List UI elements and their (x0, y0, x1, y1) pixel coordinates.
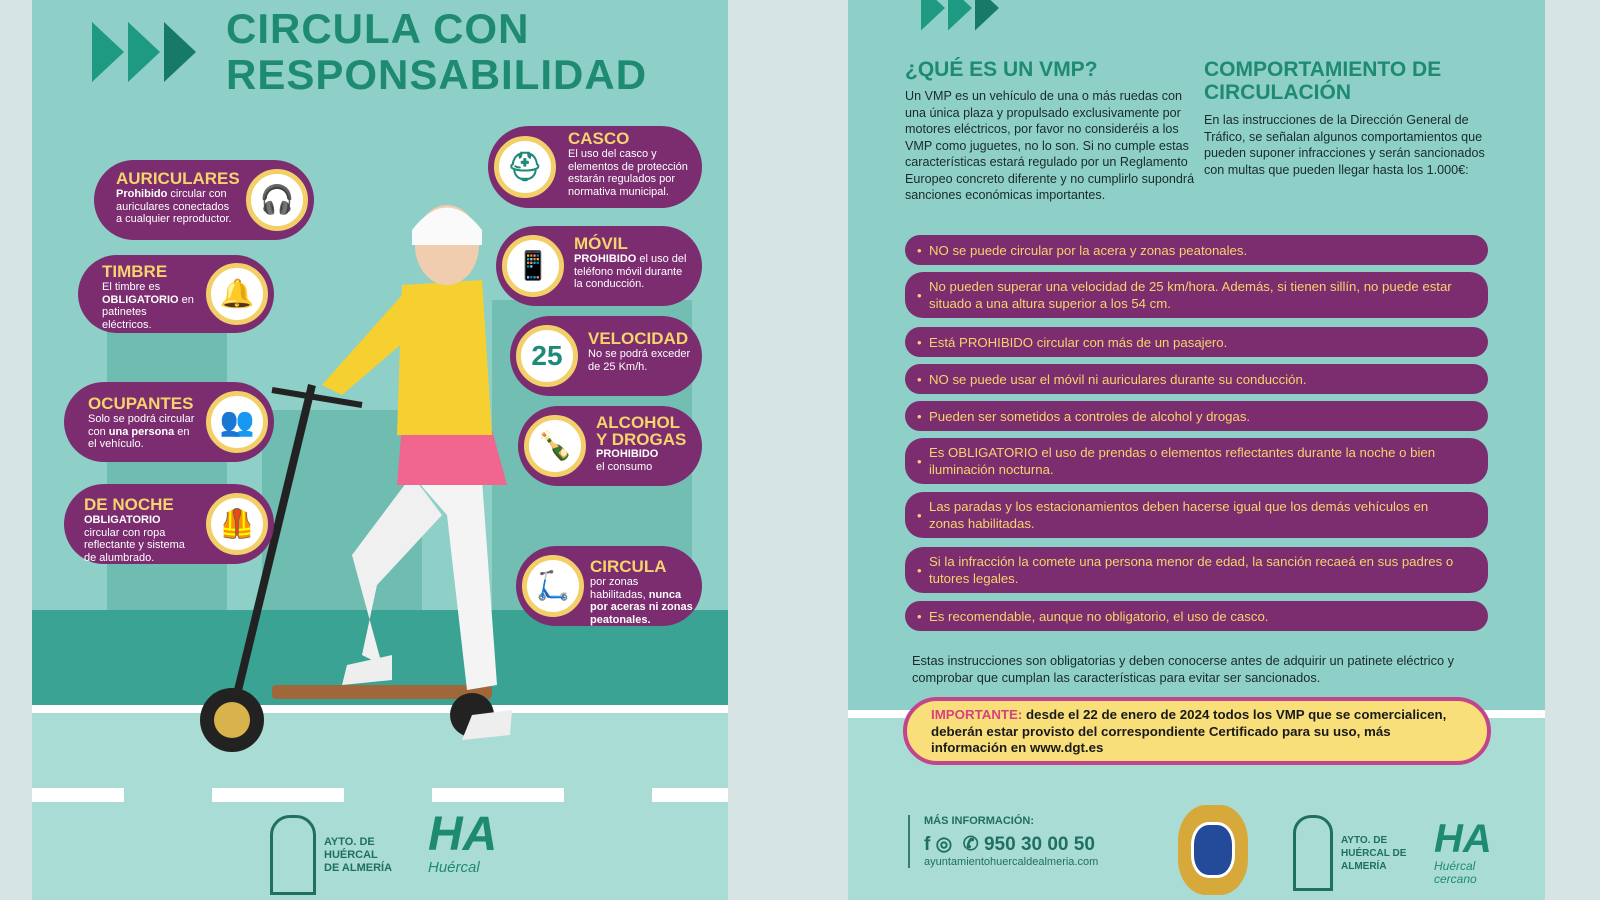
helmet-icon: ⛑ (494, 136, 556, 198)
instagram-icon[interactable]: ◎ (935, 834, 953, 855)
card-text: por zonas habilitadas, (590, 576, 649, 601)
rule-item: • Si la infracción la comete una persona menor de edad, la sanción recaeá en sus padres o tutores legales. (905, 547, 1488, 593)
footer-note: Estas instrucciones son obligatorias y deben conocerse antes de adquirir un patinete eléctrico y comprobar que cumplan las características para evitar ser sancionados. (912, 653, 1455, 685)
speed-limit-icon: 25 (516, 325, 578, 387)
headphones-prohibited-icon: 🎧 (246, 169, 308, 231)
card-movil (496, 226, 702, 306)
card-bold: una persona (108, 425, 175, 438)
road-dash (652, 788, 728, 802)
card-text: en patinetes eléctricos. (102, 293, 194, 331)
rule-item: • Las paradas y los estacionamientos deben hacerse igual que los demás vehículos en zonas habilitadas. (905, 492, 1488, 538)
left-poster (32, 0, 728, 900)
card-title: CIRCULA (590, 557, 667, 576)
rule-item: • Pueden ser sometidos a controles de alcohol y drogas. (905, 401, 1488, 431)
card-circula (516, 546, 702, 626)
crest-icon (270, 815, 316, 895)
behavior-heading: COMPORTAMIENTO DE CIRCULACIÓN (1204, 58, 1442, 104)
card-title: DE NOCHE (84, 495, 174, 514)
title-line: CIRCULA CON (226, 5, 530, 52)
road-dash (32, 788, 124, 802)
rule-item: • No pueden superar una velocidad de 25 km/hora. Además, si tienen sillín, no puede estar situado a una altura superior a los 54 cm. (905, 272, 1488, 318)
card-text: circular con ropa reflectante y sistema de alumbrado. (84, 526, 185, 564)
important-notice (903, 697, 1491, 765)
card-velocidad (510, 316, 702, 396)
contact-info (908, 815, 1098, 868)
huercal-logo-text: Huércal (428, 859, 480, 876)
card-text: circular con auriculares conectados a cualquier reproductor. (116, 188, 232, 225)
card-bold: PROHIBIDO (574, 253, 637, 265)
scooter-icon: 🛴 (522, 555, 584, 617)
card-title: VELOCIDAD (588, 329, 689, 348)
card-text: Solo se podrá circular con (88, 413, 195, 438)
vmp-text: Un VMP es un vehículo de una o más ruedas con una única plaza y propulsado exclusivamente por motores eléctricos, por favor no consideréis a los VMP como juguetes, no lo son. Si no cumple estas características estará regulado por un Reglamento Europeo concreto diferente y no cumplirlo supondrá sanciones económicas importantes. (905, 89, 1195, 202)
rule-item: • NO se puede circular por la acera y zonas peatonales. (905, 235, 1488, 265)
ayto-logo (1293, 815, 1407, 891)
card-text: el consumo (596, 460, 653, 473)
card-de-noche (64, 484, 274, 564)
card-bold: nunca por aceras ni zonas peatonales. (590, 588, 693, 626)
crest-icon (1293, 815, 1333, 891)
bottles-prohibited-icon: 🍾 (524, 415, 586, 477)
card-text: el uso del teléfono móvil durante la conducción. (574, 253, 687, 290)
card-bold: Prohibido (116, 188, 168, 200)
card-title: OCUPANTES (88, 394, 194, 413)
card-bold: OBLIGATORIO (84, 514, 161, 526)
poster-title (226, 6, 647, 98)
card-ocupantes (64, 382, 274, 462)
website-link[interactable]: ayuntamientohuercaldealmeria.com (924, 856, 1099, 868)
rule-item: • NO se puede usar el móvil ni auriculares durante su conducción. (905, 364, 1488, 394)
ayto-logo-text: AYTO. DE HUÉRCAL DE ALMERÍA (324, 835, 393, 874)
huercal-logo: HA Huércal cercano (1434, 818, 1494, 886)
card-alcohol-drogas (518, 406, 702, 486)
more-info-label: MÁS INFORMACIÓN: (924, 815, 1034, 827)
bell-icon: 🔔 (206, 263, 268, 325)
road-dash (212, 788, 344, 802)
rule-item: • Es OBLIGATORIO el uso de prendas o elementos reflectantes durante la noche o bien iluminación nocturna. (905, 438, 1488, 484)
road-dash (432, 788, 564, 802)
card-text: en el vehículo. (88, 425, 190, 450)
card-text: El timbre es (102, 281, 161, 293)
ayto-logo-text: AYTO. DE HUÉRCAL DE ALMERÍA (1341, 834, 1407, 872)
reflective-vest-icon: 🦺 (206, 493, 268, 555)
huercal-logo: HA Huércal (428, 808, 498, 876)
card-casco (488, 126, 702, 208)
important-text: desde el 22 de enero de 2024 todos los VMP que se comercialicen, deberán estar provisto del correspondiente Certificado para su uso, más información en www.dgt.es (931, 707, 1447, 755)
facebook-icon[interactable]: f (924, 834, 931, 855)
right-poster (848, 0, 1545, 900)
card-title: TIMBRE (102, 262, 168, 281)
card-title: MÓVIL (574, 234, 628, 253)
rule-item: • Es recomendable, aunque no obligatorio, el uso de casco. (905, 601, 1488, 631)
vmp-heading: ¿QUÉ ES UN VMP? (905, 58, 1098, 81)
two-people-prohibited-icon: 👥 (206, 391, 268, 453)
huercal-logo-text: Huércal cercano (1434, 859, 1477, 886)
card-text: El uso del casco y elementos de protección estarán regulados por normativa municipal. (568, 148, 688, 198)
card-auriculares (94, 160, 314, 240)
phone-number[interactable]: 950 30 00 50 (983, 834, 1095, 855)
police-badge-logo (1178, 805, 1248, 895)
card-text: No se podrá exceder de 25 Km/h. (588, 348, 691, 373)
phone-icon: ✆ (962, 834, 979, 855)
card-bold: PROHIBIDO (596, 448, 659, 460)
chevrons-icon (921, 0, 999, 31)
rule-item: • Está PROHIBIDO circular con más de un pasajero. (905, 327, 1488, 357)
title-line: RESPONSABILIDAD (226, 51, 648, 98)
card-title: CASCO (568, 129, 630, 148)
phone-prohibited-icon: 📱 (502, 235, 564, 297)
ayto-logo (270, 815, 394, 895)
chevrons-icon (92, 22, 196, 82)
behavior-text: En las instrucciones de la Dirección General de Tráfico, se señalan algunos comportamientos que pueden suponer infracciones y serán sancionados con multas que pueden llegar hasta los 1.000€: (1204, 113, 1485, 177)
card-title: AURICULARES (116, 169, 240, 188)
card-title: ALCOHOL Y DROGAS (596, 413, 687, 449)
card-timbre (78, 255, 274, 333)
important-label: IMPORTANTE: (931, 707, 1023, 722)
card-bold: OBLIGATORIO (102, 293, 179, 306)
